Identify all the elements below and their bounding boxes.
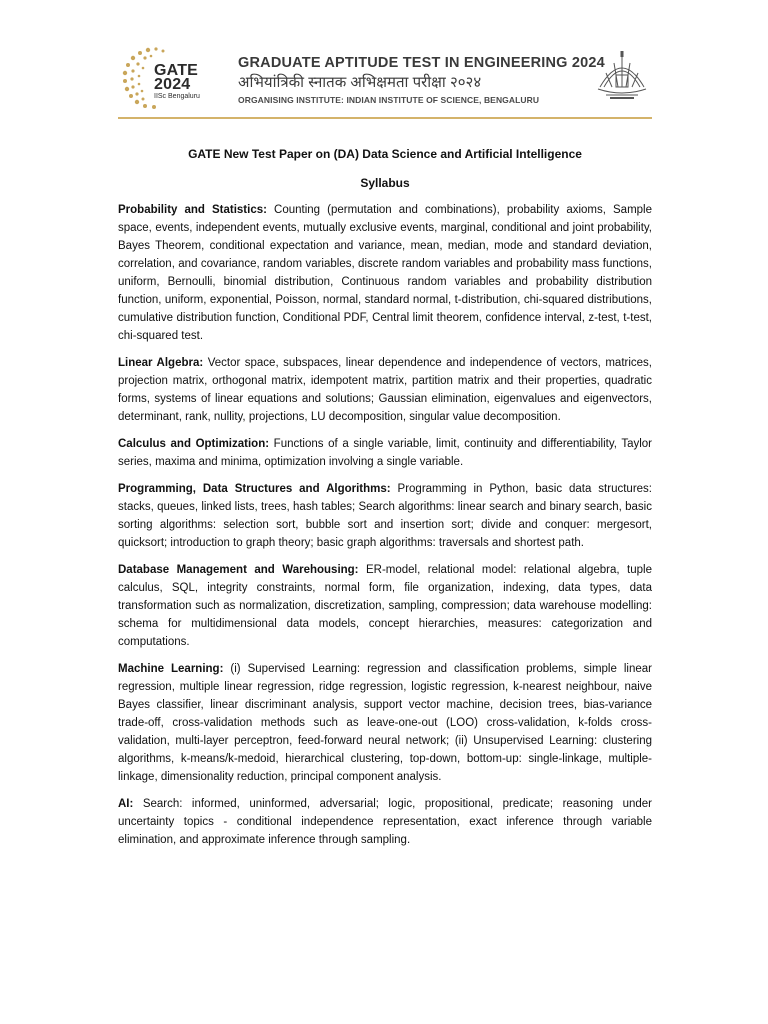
document-subtitle: Syllabus bbox=[360, 176, 410, 190]
page-header bbox=[118, 42, 652, 114]
gate-2024-logo bbox=[118, 42, 214, 112]
section-heading: Probability and Statistics: bbox=[118, 204, 267, 216]
section-database-warehousing bbox=[118, 561, 652, 651]
section-text: Search: informed, uninformed, adversarial; logic, propositional, predicate; reasoning under uncertainty topics - conditional independence representation, exact inference through variable elimination, and approximate inference through sampling. bbox=[118, 798, 652, 846]
section-heading: Calculus and Optimization: bbox=[118, 438, 270, 450]
section-text: Programming in Python, basic data structures: stacks, queues, linked lists, trees, hash tables; Search algorithms: linear search and binary search, basic sorting algorithms: selection sort, bubble sort and insertion sort; divide and conquer: mergesort, quicksort; introduction to graph theory; basic graph algorithms: traversals and shortest path. bbox=[118, 483, 652, 549]
section-heading: Database Management and Warehousing: bbox=[118, 564, 359, 576]
syllabus-content bbox=[118, 201, 652, 858]
section-heading: Machine Learning: bbox=[118, 663, 224, 675]
section-linear-algebra bbox=[118, 354, 652, 426]
section-text: ER-model, relational model: relational algebra, tuple calculus, SQL, integrity constraints, normal form, file organization, indexing, data types, data transformation such as normalization, discretization, sampling, compression; data warehouse modelling: schema for multidimensional data models, concept hierarchies, measures: categorization and computations. bbox=[118, 564, 652, 648]
section-calculus-optimization bbox=[118, 435, 652, 471]
section-text: (i) Supervised Learning: regression and classification problems, simple linear regression, multiple linear regression, ridge regression, logistic regression, k-nearest neighbour, naive Bayes classifier, linear discriminant analysis, support vector machine, decision trees, bias-variance trade-off, cross-validation methods such as leave-one-out (LOO) cross-validation, k-folds cross-validation, multi-layer perceptron, feed-forward neural network; (ii) Unsupervised Learning: clustering algorithms, k-means/k-medoid, hierarchical clustering, top-down, bottom-up: single-linkage, multiple-linkage, dimensionality reduction, principal component analysis. bbox=[118, 663, 652, 783]
exam-title-hindi: अभियांत्रिकी स्नातक अभिक्षमता परीक्षा २०२४ bbox=[238, 74, 482, 91]
gate-logo-subtext: IISc Bengaluru bbox=[154, 93, 200, 100]
section-heading: AI: bbox=[118, 798, 134, 810]
header-text-block bbox=[238, 55, 605, 105]
organising-institute: ORGANISING INSTITUTE: INDIAN INSTITUTE OF SCIENCE, BENGALURU bbox=[238, 95, 540, 105]
iisc-emblem-icon bbox=[592, 47, 652, 103]
section-text: Functions of a single variable, limit, continuity and differentiability, Taylor series, maxima and minima, optimization involving a single variable. bbox=[118, 438, 653, 468]
section-ai bbox=[118, 795, 652, 849]
section-heading: Linear Algebra: bbox=[118, 357, 204, 369]
section-probability-statistics bbox=[118, 201, 652, 345]
section-programming-dsa bbox=[118, 480, 652, 552]
section-machine-learning bbox=[118, 660, 652, 786]
section-text: Counting (permutation and combinations), probability axioms, Sample space, events, independent events, mutually exclusive events, marginal, conditional and joint probability, Bayes Theorem, conditional expectation and variance, mean, median, mode and standard deviation, correlation, and covariance, random variables, discrete random variables and probability mass functions, uniform, Bernoulli, binomial distribution, Continuous random variables and probability distribution function, uniform, exponential, Poisson, normal, standard normal, t-distribution, chi-squared distributions, cumulative distribution function, Conditional PDF, Central limit theorem, confidence interval, z-test, t-test, chi-squared test. bbox=[118, 204, 652, 342]
section-text: Vector space, subspaces, linear dependence and independence of vectors, matrices, projection matrix, orthogonal matrix, idempotent matrix, partition matrix and their properties, quadratic forms, systems of linear equations and solutions; Gaussian elimination, eigenvalues and eigenvectors, determinant, rank, nullity, projections, LU decomposition, singular value decomposition. bbox=[118, 357, 652, 423]
gate-logo-text: GATE 2024 bbox=[154, 62, 199, 93]
section-heading: Programming, Data Structures and Algorithms: bbox=[118, 483, 391, 495]
header-divider bbox=[118, 117, 652, 119]
document-title: GATE New Test Paper on (DA) Data Science and Artificial Intelligence bbox=[188, 147, 582, 161]
exam-title: GRADUATE APTITUDE TEST IN ENGINEERING 2024 bbox=[238, 55, 605, 71]
